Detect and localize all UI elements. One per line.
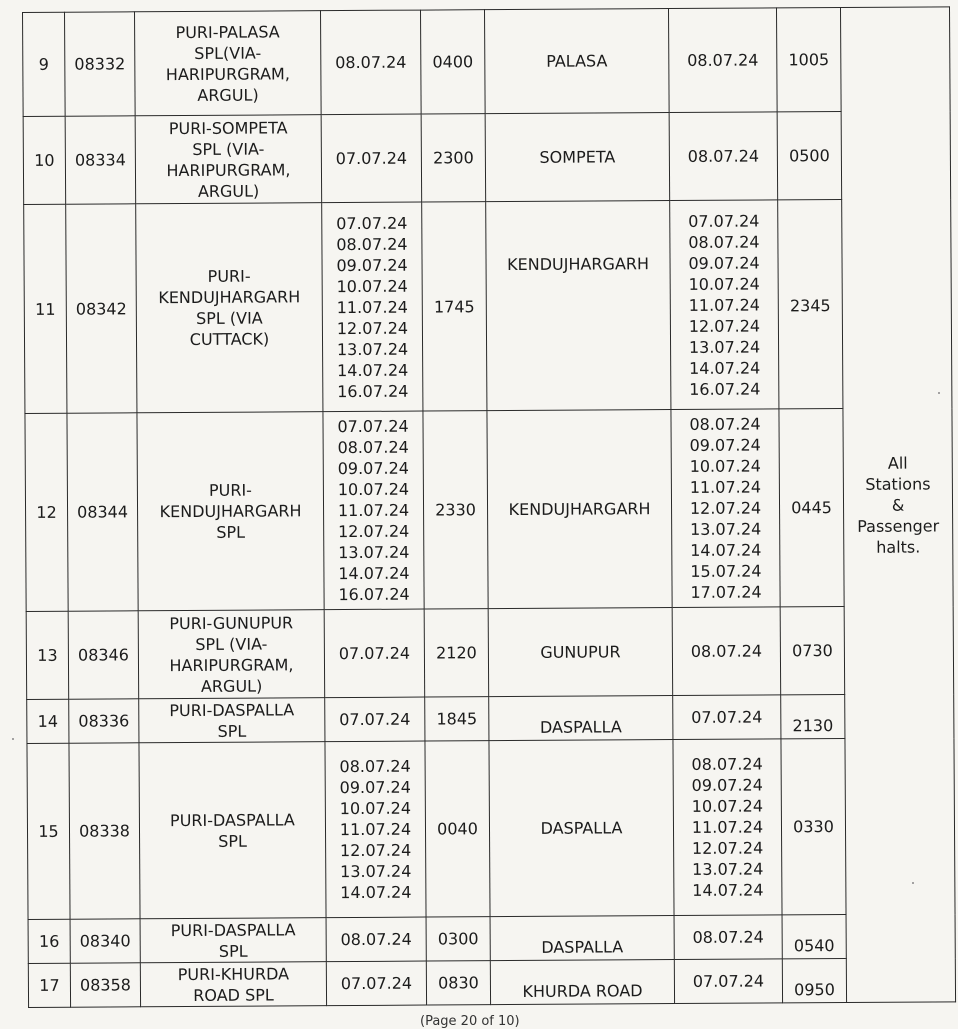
arrival-dates-line: 11.07.24: [691, 817, 764, 837]
departure-dates-line: 09.07.24: [337, 458, 409, 479]
departure-dates-line: 13.07.24: [338, 542, 410, 563]
table-row: [27, 694, 954, 744]
destination: DASPALLA: [489, 740, 674, 917]
arrival-dates-line: 07.07.24: [691, 707, 763, 727]
serial-number: 13: [26, 611, 69, 699]
destination: DASPALLA: [489, 696, 673, 741]
serial-number: 16: [28, 919, 70, 963]
departure-dates-line: 07.07.24: [339, 709, 411, 730]
arrival-dates: [673, 739, 782, 916]
arrival-dates-line: 07.07.24: [688, 210, 760, 231]
departure-dates-line: 12.07.24: [337, 521, 410, 542]
arrival-time: 0500: [777, 111, 842, 199]
table-body: [23, 7, 956, 1008]
departure-dates-line: 10.07.24: [336, 276, 408, 296]
table-row: [24, 199, 952, 414]
departure-dates-line: 13.07.24: [336, 339, 409, 359]
arrival-dates-line: 13.07.24: [689, 519, 762, 539]
arrival-dates-line: 08.07.24: [687, 146, 760, 166]
arrival-dates: [669, 112, 778, 201]
train-name: [135, 11, 322, 116]
arrival-dates-line: 17.07.24: [690, 582, 762, 602]
arrival-dates: [674, 959, 782, 1004]
train-name-line: PURI-SOMPETA: [168, 117, 288, 138]
arrival-time: 2130: [781, 694, 845, 738]
train-name-line: PURI-: [207, 266, 251, 286]
destination: PALASA: [484, 9, 669, 114]
train-name-line: PURI-DASPALLA: [170, 919, 296, 940]
train-number: 08358: [70, 963, 140, 1007]
arrival-time: 0950: [782, 958, 846, 1002]
stoppages-line: halts.: [876, 537, 921, 557]
departure-dates: [322, 202, 423, 412]
arrival-dates-line: 11.07.24: [689, 477, 762, 497]
train-name-line: HARIPURGRAM,: [169, 654, 294, 675]
table-row: [23, 7, 951, 117]
train-name-line: SPL(VIA-: [194, 43, 262, 63]
table-row: [28, 914, 955, 964]
scan-speck: [912, 882, 914, 884]
arrival-dates-line: 08.07.24: [687, 50, 759, 70]
departure-dates: [323, 411, 424, 610]
train-name-line: PURI-DASPALLA: [169, 809, 295, 830]
arrival-dates-line: 14.07.24: [692, 880, 764, 900]
departure-dates-line: 16.07.24: [337, 381, 409, 401]
departure-dates-line: 09.07.24: [339, 777, 411, 798]
train-name-line: CUTTACK): [189, 329, 270, 349]
arrival-dates-line: 08.07.24: [691, 754, 763, 774]
table-row: [27, 738, 955, 920]
train-name-line: SPL: [217, 721, 247, 741]
train-name-line: PURI-PALASA: [175, 21, 280, 42]
departure-dates-line: 08.07.24: [339, 756, 411, 777]
train-name-line: ARGUL): [200, 676, 263, 696]
departure-dates: [326, 917, 426, 962]
scan-speck: [12, 738, 14, 740]
arrival-dates-line: 13.07.24: [688, 336, 761, 357]
serial-number: 14: [27, 699, 69, 743]
departure-dates-line: 07.07.24: [335, 148, 408, 169]
arrival-time: 0330: [781, 738, 846, 914]
train-name-line: SPL: [218, 831, 247, 851]
arrival-dates: [672, 607, 781, 696]
departure-dates-line: 08.07.24: [336, 234, 408, 254]
train-number: 08338: [69, 743, 140, 919]
serial-number: 10: [23, 116, 66, 204]
departure-dates-line: 08.07.24: [335, 52, 407, 73]
departure-dates-line: 07.07.24: [337, 416, 409, 437]
arrival-time: 0445: [779, 408, 844, 606]
train-number: 08342: [66, 204, 137, 413]
special-trains-table: [22, 6, 956, 1008]
arrival-dates-line: 08.07.24: [692, 927, 764, 947]
train-number: 08336: [69, 699, 139, 743]
arrival-time: 1005: [776, 8, 841, 112]
departure-time: 1845: [425, 697, 489, 741]
table-row: [26, 606, 954, 700]
destination: SOMPETA: [485, 113, 670, 202]
arrival-dates-line: 16.07.24: [689, 378, 761, 399]
train-name-line: KENDUJHARGARH: [158, 287, 301, 308]
departure-time: 2300: [421, 114, 486, 202]
train-number: 08344: [67, 413, 138, 611]
stoppages-line: Stations: [865, 473, 931, 494]
arrival-dates-line: 12.07.24: [688, 315, 761, 336]
train-number: 08340: [70, 919, 140, 963]
train-name-line: ARGUL): [197, 85, 259, 105]
departure-dates-line: 14.07.24: [340, 882, 412, 903]
table-row: [28, 958, 955, 1008]
arrival-dates-line: 13.07.24: [692, 859, 764, 879]
arrival-dates: [668, 8, 777, 113]
train-name: [137, 412, 324, 611]
scan-speck: [938, 392, 940, 394]
arrival-dates-line: 08.07.24: [690, 641, 763, 661]
serial-number: 9: [23, 12, 66, 116]
table-row: [23, 111, 951, 205]
departure-dates-line: 11.07.24: [337, 500, 410, 521]
stoppages-line: &: [891, 495, 905, 515]
train-name: [138, 610, 325, 699]
train-name: [135, 115, 322, 204]
departure-time: 0400: [420, 10, 485, 114]
arrival-time: 2345: [778, 199, 843, 408]
arrival-dates-line: 09.07.24: [691, 775, 763, 795]
train-number: 08332: [65, 12, 136, 116]
arrival-dates-line: 08.07.24: [688, 231, 760, 252]
departure-time: 0830: [426, 961, 490, 1005]
train-number: 08346: [68, 611, 139, 699]
departure-dates-line: 08.07.24: [340, 929, 412, 950]
arrival-dates-line: 11.07.24: [688, 294, 760, 315]
train-name-line: SPL: [218, 941, 248, 961]
arrival-dates-line: 09.07.24: [689, 435, 761, 455]
train-name-line: SPL (VIA-: [195, 634, 268, 654]
arrival-dates-line: 14.07.24: [690, 540, 762, 560]
train-name-line: PURI-DASPALLA: [169, 699, 295, 720]
arrival-dates-line: 14.07.24: [689, 357, 761, 378]
departure-dates-line: 10.07.24: [337, 479, 410, 500]
serial-number: 12: [25, 413, 68, 611]
departure-dates-line: 09.07.24: [336, 255, 408, 275]
train-name: [136, 203, 323, 413]
destination: KENDUJHARGARH: [487, 410, 672, 609]
serial-number: 15: [27, 743, 70, 919]
departure-dates-line: 12.07.24: [339, 840, 412, 861]
arrival-dates-line: 08.07.24: [689, 414, 761, 434]
departure-time: 1745: [422, 202, 487, 411]
arrival-dates-line: 12.07.24: [689, 498, 762, 518]
train-name: [140, 918, 326, 963]
train-name: [139, 742, 326, 919]
train-name-line: SPL: [216, 522, 246, 542]
departure-dates: [326, 961, 426, 1006]
arrival-time: 0730: [780, 606, 845, 694]
departure-dates-line: 11.07.24: [339, 819, 412, 840]
departure-time: 0300: [426, 917, 490, 961]
departure-dates-line: 16.07.24: [338, 584, 410, 605]
departure-dates-line: 12.07.24: [336, 318, 409, 338]
train-name: [140, 962, 326, 1007]
arrival-dates-line: 15.07.24: [690, 561, 762, 581]
arrival-dates: [670, 200, 779, 410]
table-row: [25, 408, 953, 612]
train-name-line: HARIPURGRAM,: [166, 159, 291, 180]
train-number: 08334: [65, 116, 136, 204]
arrival-dates: [673, 695, 781, 740]
departure-dates: [325, 741, 426, 918]
departure-time: 2120: [424, 609, 489, 697]
arrival-time: 0540: [782, 914, 846, 958]
arrival-dates: [674, 915, 782, 960]
train-name-line: KENDUJHARGARH: [159, 501, 302, 522]
stoppages-cell: [840, 7, 955, 1003]
departure-dates-line: 14.07.24: [337, 360, 409, 380]
departure-dates-line: 08.07.24: [337, 437, 409, 458]
train-name-line: PURI-GUNUPUR: [169, 612, 294, 633]
arrival-dates-line: 12.07.24: [691, 838, 764, 858]
train-name-line: ARGUL): [197, 181, 260, 201]
departure-time: 0040: [425, 741, 490, 917]
stoppages-line: All: [887, 453, 908, 473]
departure-dates-line: 10.07.24: [339, 798, 412, 819]
departure-dates-line: 14.07.24: [338, 563, 410, 584]
stoppages-line: Passenger: [857, 515, 940, 536]
train-name-line: PURI-KHURDA: [177, 963, 290, 984]
destination: DASPALLA: [490, 916, 674, 961]
departure-dates-line: 13.07.24: [340, 861, 412, 882]
departure-time: 2330: [423, 411, 488, 609]
departure-dates-line: 11.07.24: [336, 297, 408, 317]
arrival-dates-line: 10.07.24: [689, 456, 761, 476]
departure-dates: [321, 114, 422, 203]
train-name-line: HARIPURGRAM,: [165, 63, 290, 84]
arrival-dates-line: 10.07.24: [691, 796, 764, 816]
page-footer: (Page 20 of 10): [420, 1014, 520, 1029]
arrival-dates-line: 10.07.24: [688, 273, 760, 294]
train-name: [139, 698, 325, 743]
departure-dates-line: 07.07.24: [338, 643, 411, 664]
arrival-dates-line: 07.07.24: [692, 971, 765, 991]
destination: KHURDA ROAD: [490, 960, 674, 1005]
departure-dates-line: 07.07.24: [340, 973, 413, 994]
serial-number: 11: [24, 204, 67, 413]
departure-dates: [325, 697, 425, 742]
destination: GUNUPUR: [488, 608, 673, 697]
train-name-line: SPL (VIA: [195, 308, 263, 328]
serial-number: 17: [28, 963, 70, 1007]
arrival-dates-line: 09.07.24: [688, 252, 760, 273]
train-name-line: SPL (VIA-: [192, 139, 265, 159]
arrival-dates: [671, 409, 780, 608]
train-name-line: ROAD SPL: [193, 984, 274, 1005]
destination: KENDUJHARGARH: [486, 201, 671, 411]
departure-dates: [324, 609, 425, 698]
train-name-line: PURI-: [208, 480, 252, 500]
departure-dates-line: 07.07.24: [336, 213, 408, 233]
departure-dates: [320, 10, 421, 115]
